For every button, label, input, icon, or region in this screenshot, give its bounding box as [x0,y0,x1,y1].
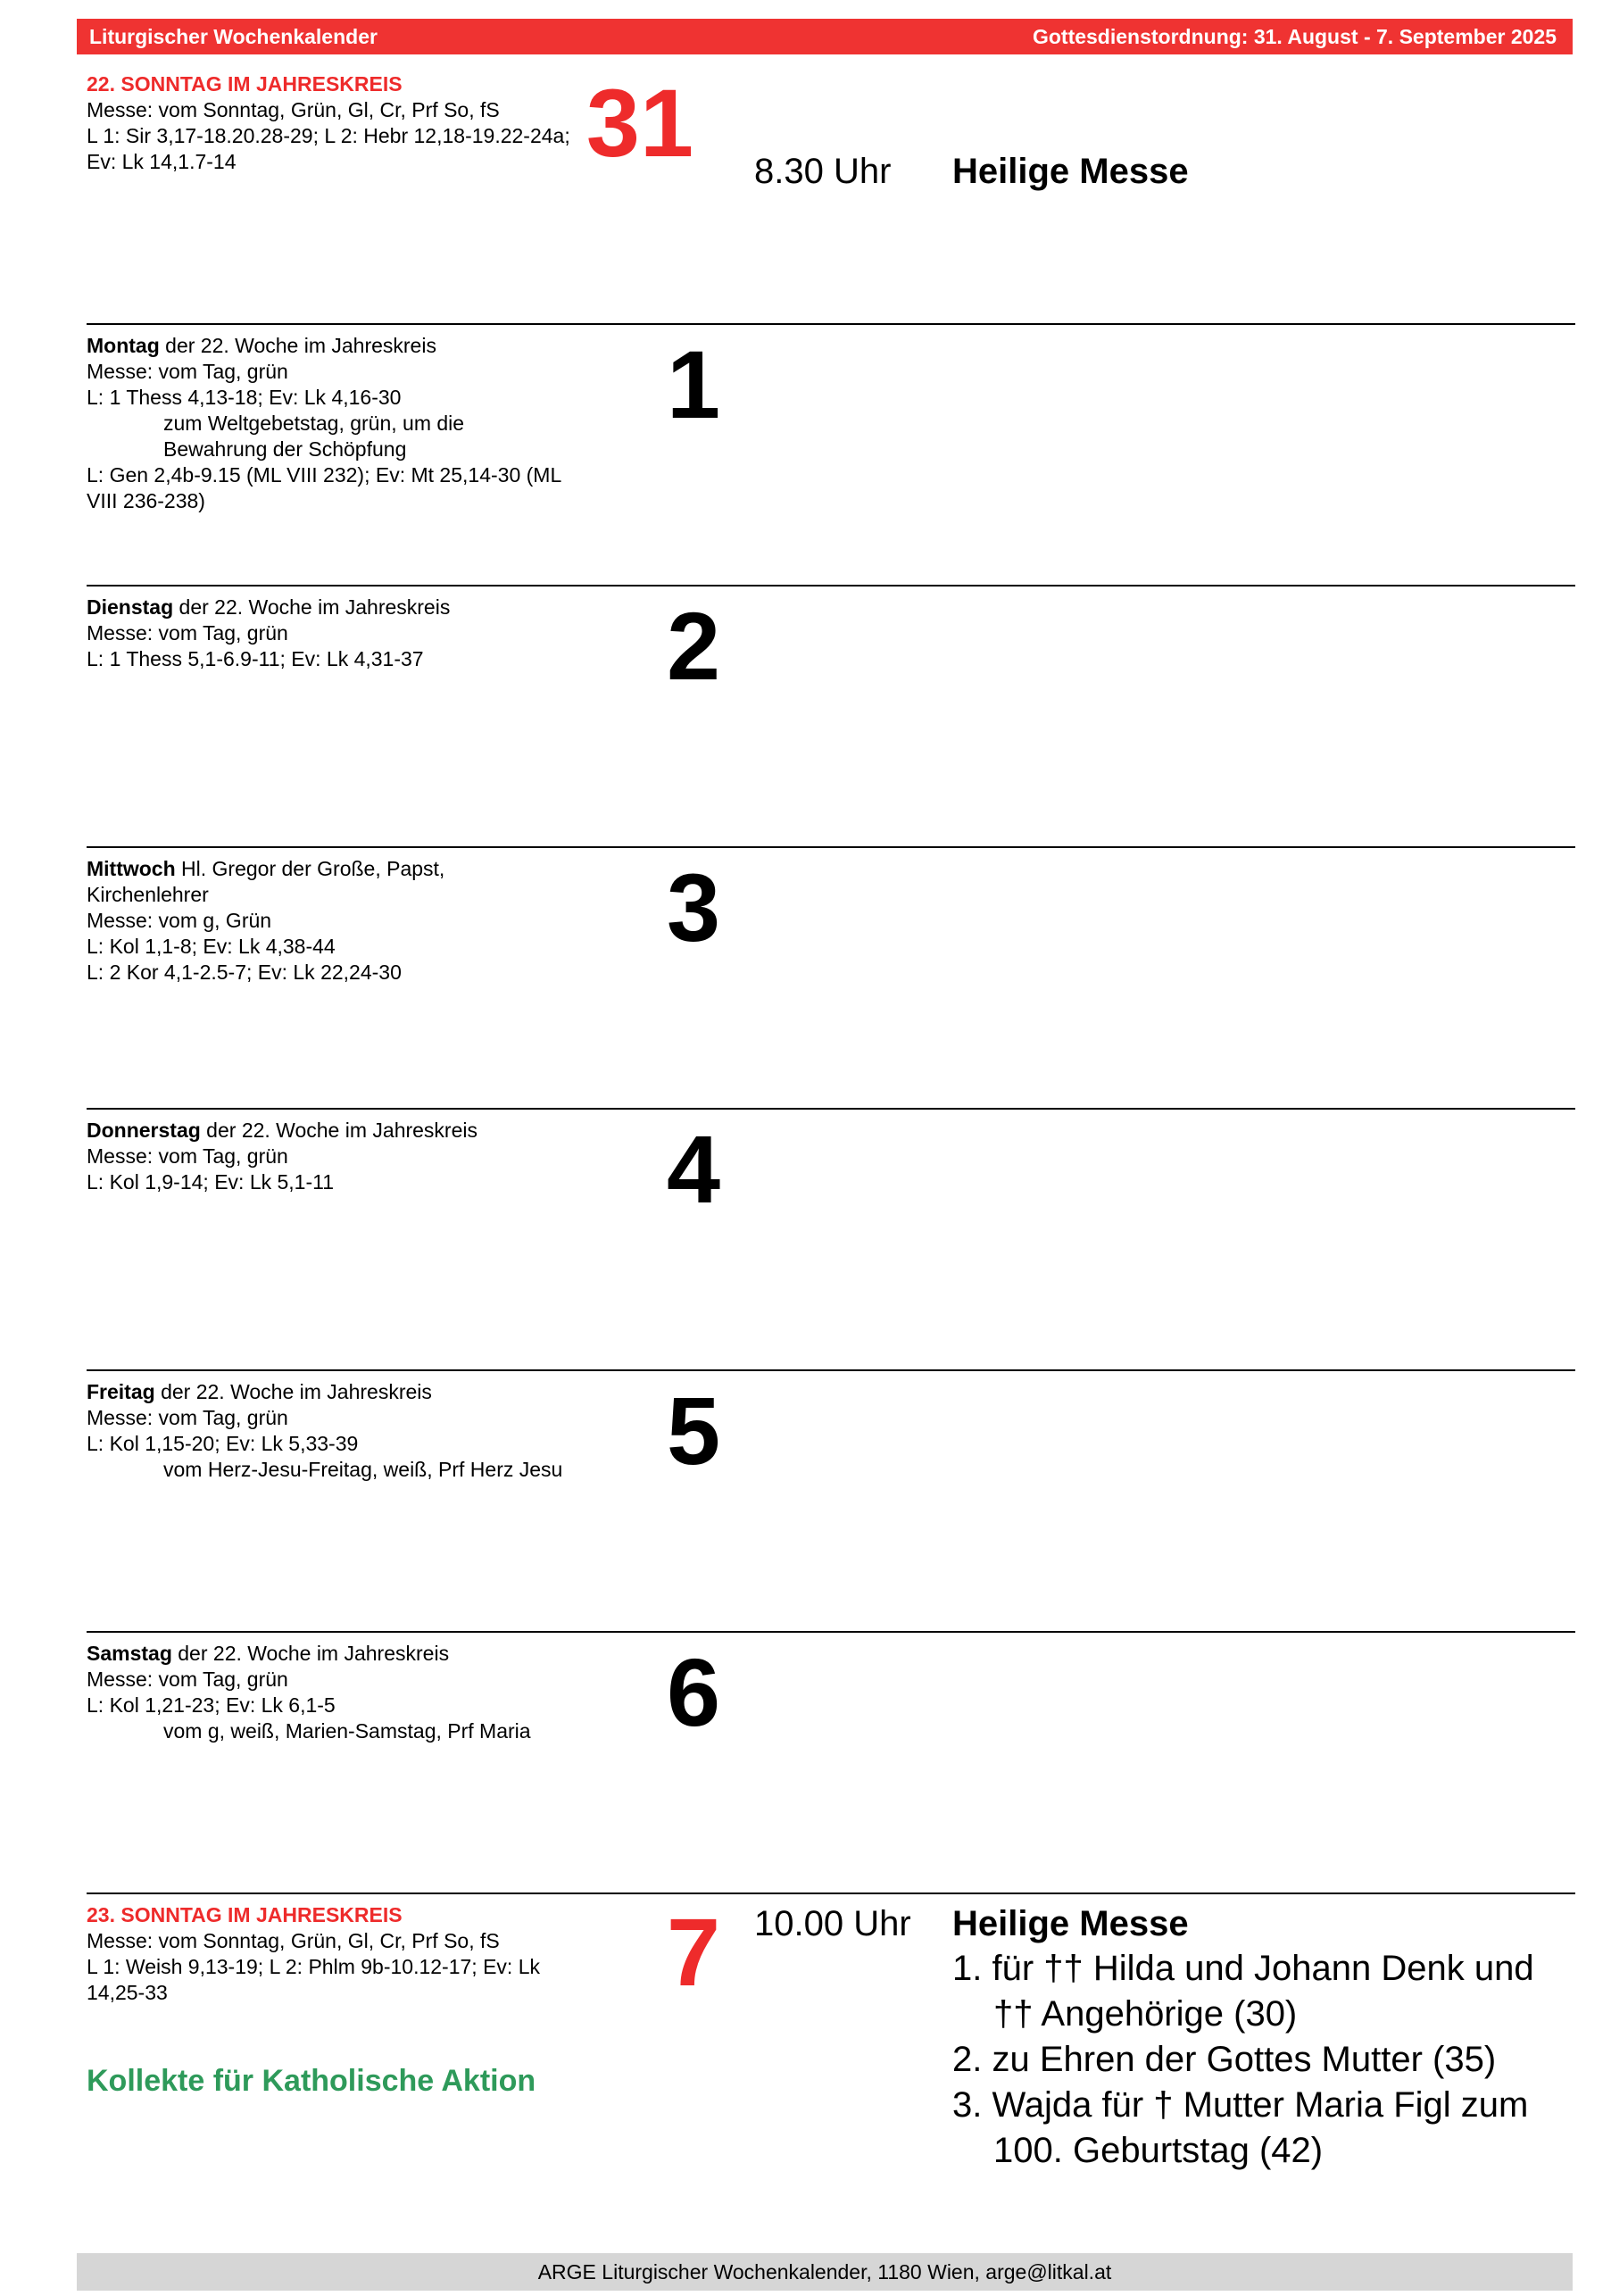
weekday-rest: der 22. Woche im Jahreskreis [171,1642,450,1665]
day-divider [87,585,1575,586]
day-divider [87,1369,1575,1371]
liturgy-line: L: Kol 1,15-20; Ev: Lk 5,33-39 [87,1432,359,1455]
footer-text: ARGE Liturgischer Wochenkalender, 1180 Wien, arge@litkal.at [537,2259,1112,2284]
liturgy-line: Messe: vom Sonntag, Grün, Gl, Cr, Prf So, fS [87,98,500,121]
day-divider [87,846,1575,848]
liturgy-info [87,856,479,986]
collection-note: Kollekte für Katholische Aktion [87,2064,536,2098]
liturgy-line: L: 2 Kor 4,1-2.5-7; Ev: Lk 22,24-30 [87,961,402,984]
intention-item: 2. zu Ehren der Gottes Mutter (35) [952,2040,1497,2079]
liturgy-line: L 1: Weish 9,13-19; L 2: Phlm 9b-10.12-17; Ev: Lk 14,25-33 [87,1955,540,2004]
liturgy-line: Messe: vom Tag, grün [87,621,288,645]
feast-title: 22. SONNTAG IM JAHRESKREIS [87,72,403,96]
day-number: 5 [666,1377,721,1485]
liturgy-info [87,1118,595,1195]
mass-intentions [952,1946,1568,2174]
day-entry-31 [87,71,1575,321]
day-number: 31 [585,69,694,177]
intention-item: 1. für †† Hilda und Johann Denk und †† Angehörige (30) [952,1949,1534,2034]
liturgy-line: L: Kol 1,21-23; Ev: Lk 6,1-5 [87,1693,336,1717]
day-divider [87,323,1575,325]
day-number: 7 [666,1898,721,2006]
weekday-name: Samstag [87,1642,172,1665]
weekday-name: Freitag [87,1380,155,1403]
feast-title: 23. SONNTAG IM JAHRESKREIS [87,1903,403,1926]
calendar-header [77,19,1573,54]
day-entry-5 [87,1379,1575,1629]
liturgy-info [87,595,595,672]
alternative-mass: vom g, weiß, Marien-Samstag, Prf Maria [163,1719,531,1743]
liturgy-line: L: 1 Thess 4,13-18; Ev: Lk 4,16-30 [87,386,402,409]
service-time: 8.30 Uhr [754,152,892,191]
service-time: 10.00 Uhr [754,1904,911,1943]
day-number: 6 [666,1638,721,1746]
day-entry-2 [87,592,1575,844]
liturgy-line: Messe: vom Tag, grün [87,1406,288,1429]
publisher-footer [77,2253,1573,2291]
day-entry-7 [87,1898,1575,2242]
day-number: 4 [666,1115,721,1223]
liturgy-line: L: Kol 1,1-8; Ev: Lk 4,38-44 [87,935,336,958]
day-entry-6 [87,1638,1575,1891]
liturgy-info [87,1379,595,1483]
day-divider [87,1108,1575,1110]
day-number: 2 [666,592,721,700]
header-title: Liturgischer Wochenkalender [89,24,378,48]
day-divider [87,1631,1575,1633]
intention-item: 3. Wajda für † Mutter Maria Figl zum 100. Geburtstag (42) [952,2085,1529,2170]
day-divider [87,1893,1575,1894]
service-title: Heilige Messe [952,1904,1189,1943]
liturgy-line: L: 1 Thess 5,1-6.9-11; Ev: Lk 4,31-37 [87,647,424,670]
liturgy-line: Messe: vom Sonntag, Grün, Gl, Cr, Prf So, fS [87,1929,500,1952]
day-number: 3 [666,853,721,961]
liturgy-info [87,1641,595,1744]
weekday-rest: der 22. Woche im Jahreskreis [159,334,436,357]
weekday-name: Dienstag [87,595,174,619]
day-number: 1 [666,330,721,438]
liturgy-line: Messe: vom g, Grün [87,909,272,932]
alternative-mass: vom Herz-Jesu-Freitag, weiß, Prf Herz Jesu [163,1458,563,1481]
weekday-rest: Hl. Gregor der Große, Papst, Kirchenlehrer [87,857,445,906]
service-title: Heilige Messe [952,152,1189,191]
weekday-name: Donnerstag [87,1119,201,1142]
day-entry-3 [87,853,1575,1106]
liturgy-line: Messe: vom Tag, grün [87,1144,288,1168]
liturgy-line: L: Kol 1,9-14; Ev: Lk 5,1-11 [87,1170,335,1194]
weekday-rest: der 22. Woche im Jahreskreis [200,1119,477,1142]
liturgy-line: L 1: Sir 3,17-18.20.28-29; L 2: Hebr 12,18-19.22-24a; Ev: Lk 14,1.7-14 [87,124,570,173]
alternative-mass: zum Weltgebetstag, grün, um die Bewahrung der Schöpfung [163,412,465,461]
day-entry-4 [87,1115,1575,1368]
liturgy-line: Messe: vom Tag, grün [87,1668,288,1691]
liturgy-info [87,1902,595,2006]
weekday-rest: der 22. Woche im Jahreskreis [154,1380,432,1403]
liturgy-line: L: Gen 2,4b-9.15 (ML VIII 232); Ev: Mt 25,14-30 (ML VIII 236-238) [87,463,561,512]
day-entry-1 [87,330,1575,583]
header-period: Gottesdienstordnung: 31. August - 7. September 2025 [1032,24,1557,48]
liturgy-info [87,333,595,514]
liturgy-info [87,71,595,175]
weekday-rest: der 22. Woche im Jahreskreis [173,595,451,619]
liturgy-line: Messe: vom Tag, grün [87,360,288,383]
weekday-name: Montag [87,334,160,357]
weekday-name: Mittwoch [87,857,176,880]
